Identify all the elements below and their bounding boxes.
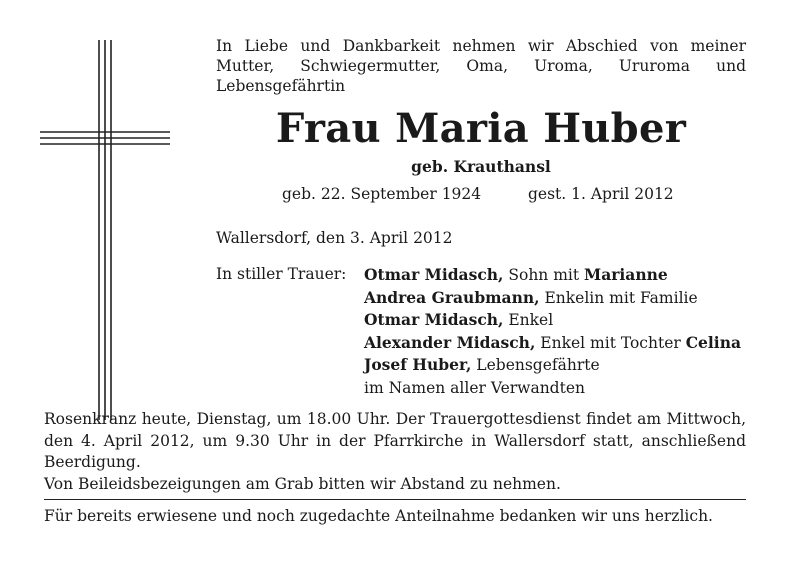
mourner-row: im Namen aller Verwandten [364,378,585,397]
mourners-list [364,264,741,400]
mourner-row: Josef Huber, Lebensgefährte [364,355,600,375]
divider [44,499,746,500]
thanks-text: Für bereits erwiesene und noch zugedachte Anteilnahme bedanken wir uns herzlich. [44,507,713,525]
deceased-name: Frau Maria Huber [275,105,687,152]
intro-text: In Liebe und Dankbarkeit nehmen wir Abschied von meiner Mutter, Schwiegermutter, Oma, Uroma, Ururoma und Lebensgefährtin [216,37,746,95]
maiden-name: geb. Krauthansl [411,157,551,176]
place-date: Wallersdorf, den 3. April 2012 [216,229,453,247]
cross-icon [40,40,170,420]
death-date: gest. 1. April 2012 [528,185,674,203]
rosary-text: Rosenkranz heute, Dienstag, um 18.00 Uhr. Der Trauergottesdienst findet am Mittwoch, den 4. April 2012, um 9.30 Uhr in der Pfarrkirche in Wallersdorf statt, anschließend Beerdigung. [44,410,746,471]
mourner-row: Otmar Midasch, Sohn mit Marianne [364,265,668,284]
mourners-label: In stiller Trauer: [216,265,347,283]
service-notes [44,409,746,495]
mourner-row: Otmar Midasch, Enkel [364,310,554,330]
mourner-row: Alexander Midasch, Enkel mit Tochter Celina [364,332,742,352]
condolence-text: Von Beileidsbezeigungen am Grab bitten wir Abstand zu nehmen. [44,474,561,493]
birth-date: geb. 22. September 1924 [282,185,482,203]
mourner-row: Andrea Graubmann, Enkelin mit Familie [364,287,698,307]
